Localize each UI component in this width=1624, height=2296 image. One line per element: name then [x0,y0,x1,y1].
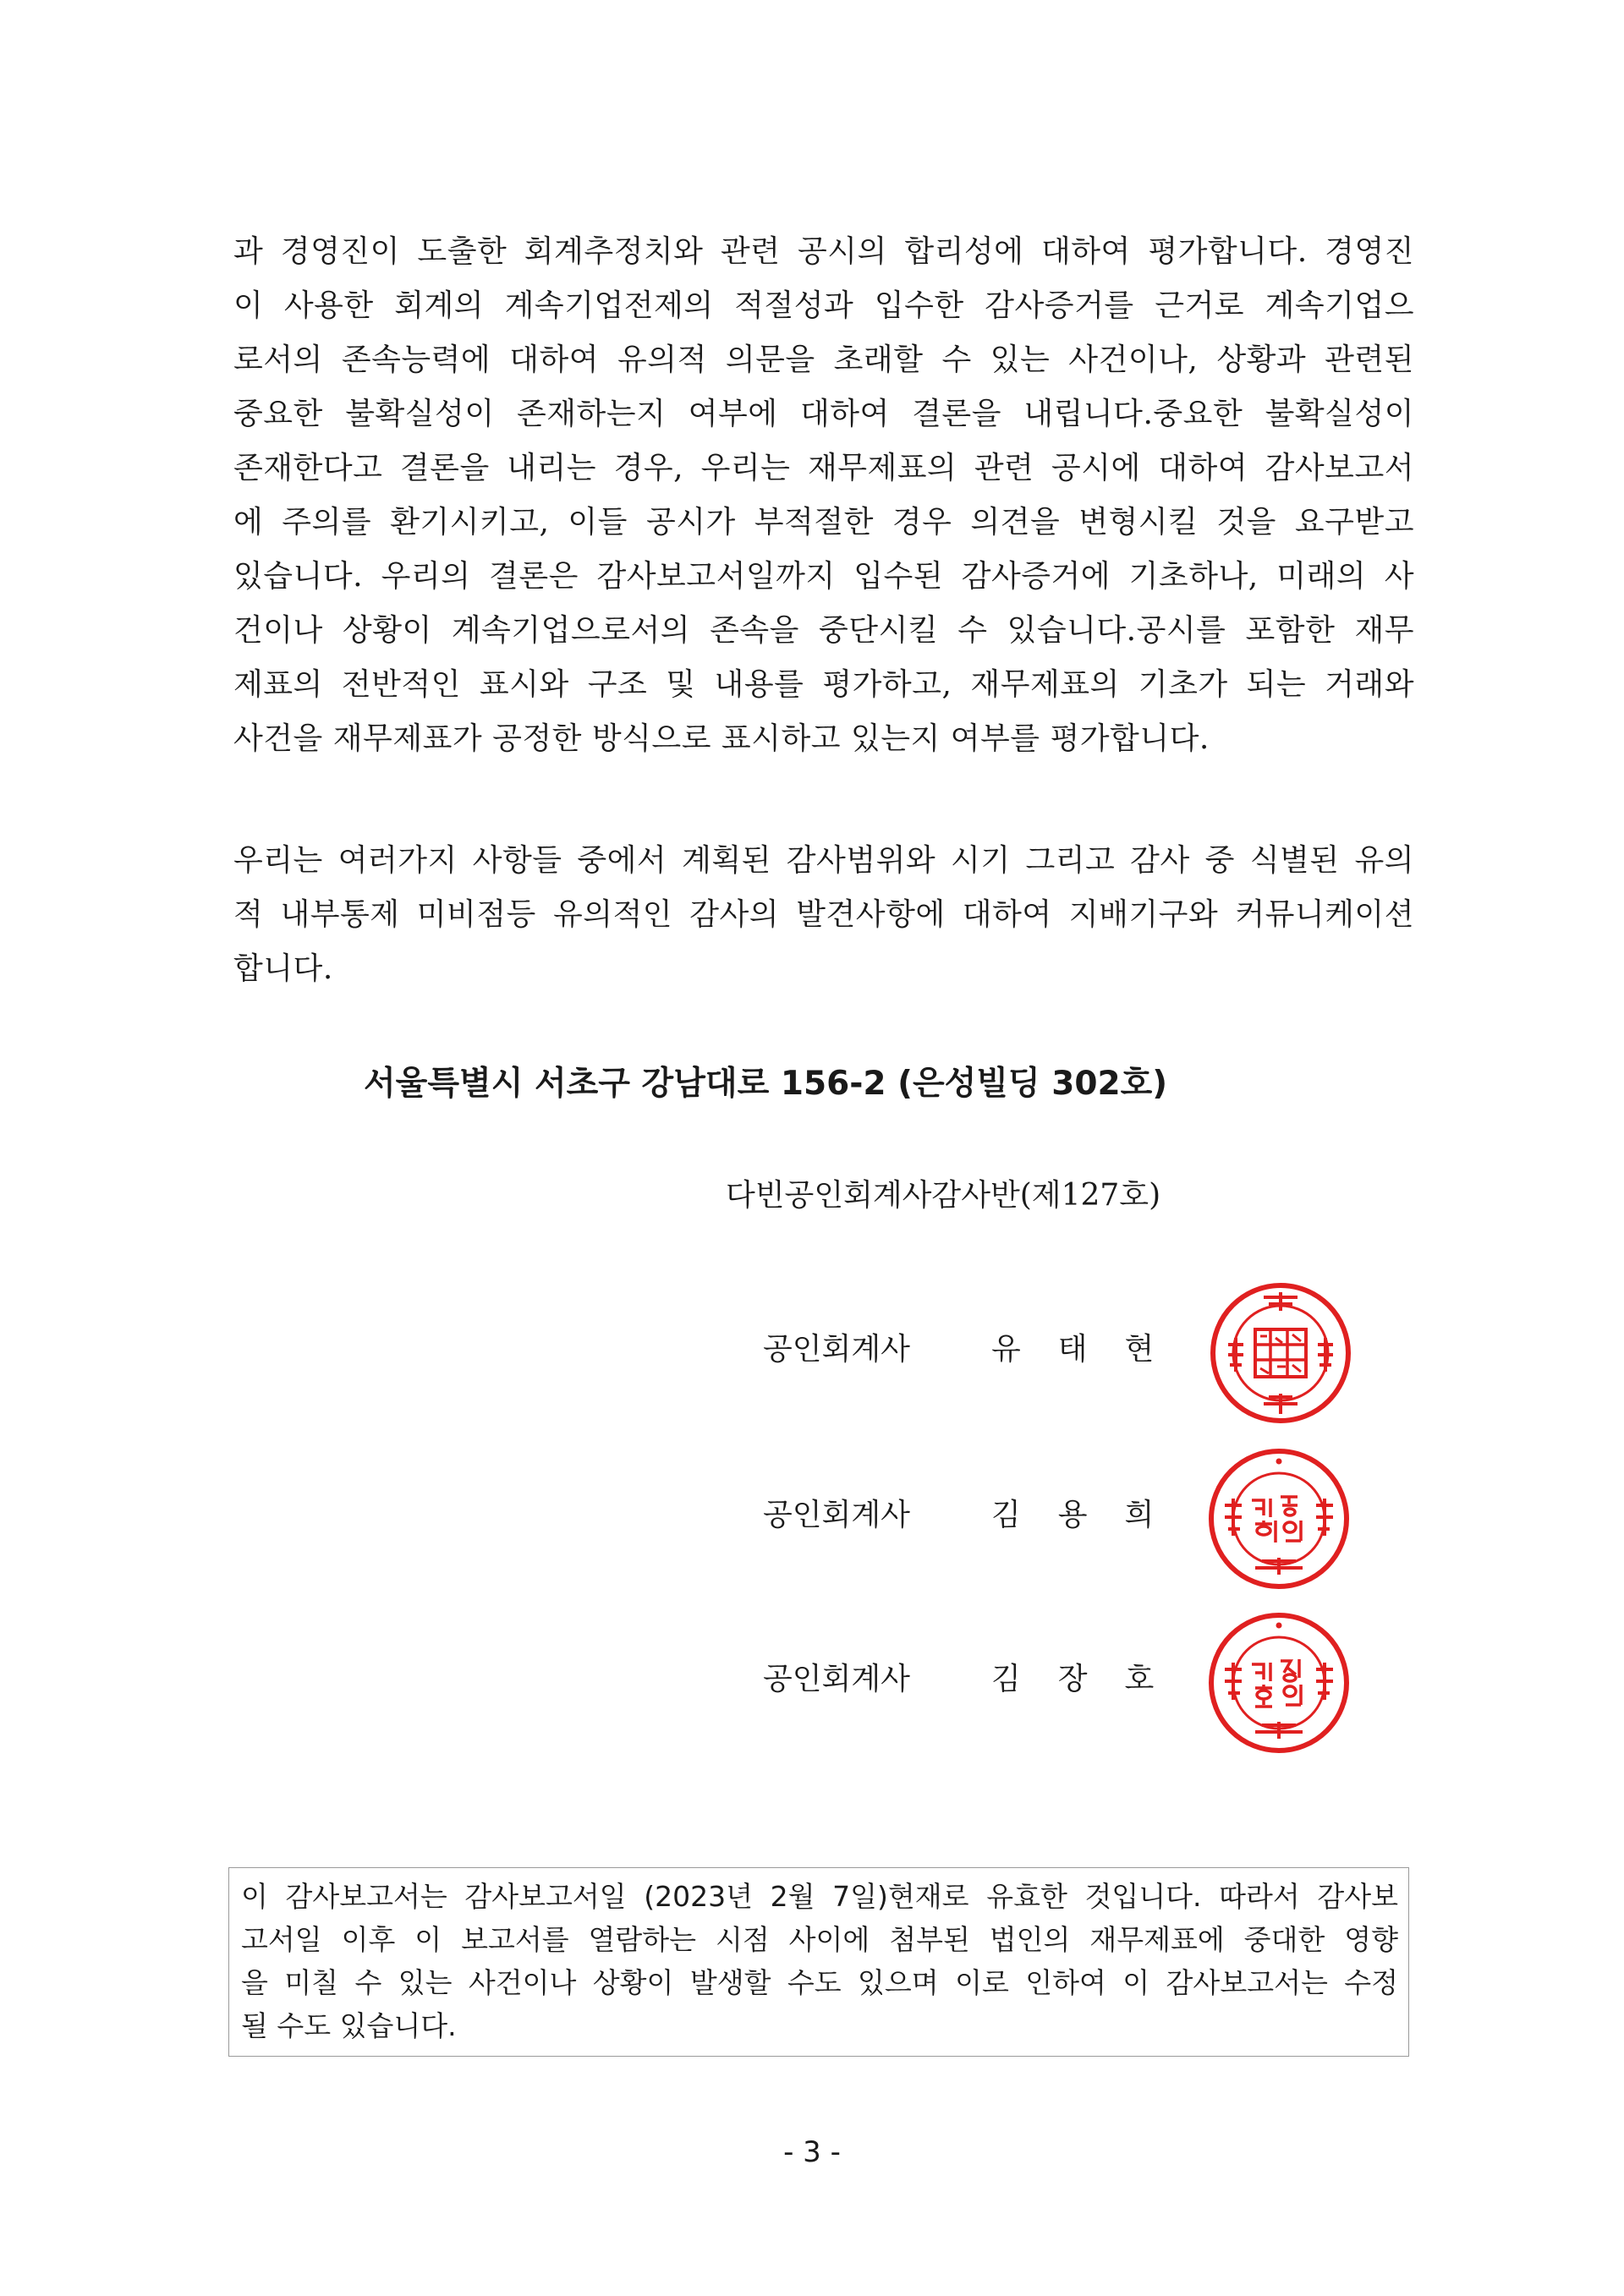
seal-stamp-icon [1203,1443,1355,1595]
body-line: 중요한 불확실성이 존재하는지 여부에 대하여 결론을 내립니다.중요한 불확실성이 [233,397,1414,431]
body-line: 이 사용한 회계의 계속기업전제의 적절성과 입수한 감사증거를 근거로 계속기업으 [233,288,1414,323]
firm-name: 다빈공인회계사감사반(제127호) [726,1178,1161,1213]
notice-line: 이 감사보고서는 감사보고서일 (2023년 2월 7일)현재로 유효한 것입니다. 따라서 감사보 [241,1880,1398,1913]
signer-name: 김장호 [991,1662,1192,1696]
firm-address: 서울특별시 서초구 강남대로 156-2 (은성빌딩 302호) [364,1065,1168,1103]
body-paragraph-2 [233,834,1414,996]
signer-role: 공인회계사 [763,1662,910,1696]
signer-role: 공인회계사 [763,1332,910,1367]
body-line: 로서의 존속능력에 대하여 유의적 의문을 초래할 수 있는 사건이나, 상황과 관련된 [233,342,1414,377]
seal-stamp-icon [1203,1607,1355,1759]
signer-name: 유태현 [991,1332,1192,1367]
body-line: 존재한다고 결론을 내리는 경우, 우리는 재무제표의 관련 공시에 대하여 감사보고서 [233,451,1414,485]
body-line: 과 경영진이 도출한 회계추정치와 관련 공시의 합리성에 대하여 평가합니다. 경영진 [233,234,1414,269]
body-line: 건이나 상황이 계속기업으로서의 존속을 중단시킬 수 있습니다.공시를 포함한 재무 [233,613,1414,648]
signer-name: 김용희 [991,1498,1192,1532]
body-line: 사건을 재무제표가 공정한 방식으로 표시하고 있는지 여부를 평가합니다. [233,721,1210,756]
notice-line: 고서일 이후 이 보고서를 열람하는 시점 사이에 첨부된 법인의 재무제표에 중대한 영향 [241,1923,1398,1956]
page-number: - 3 - [783,2135,841,2169]
body-line: 제표의 전반적인 표시와 구조 및 내용를 평가하고, 재무제표의 기초가 되는 거래와 [233,667,1414,702]
notice-line: 될 수도 있습니다. [241,2009,457,2042]
validity-notice-box [228,1867,1409,2057]
body-line: 있습니다. 우리의 결론은 감사보고서일까지 입수된 감사증거에 기초하나, 미래의 사 [233,559,1414,594]
notice-line: 을 미칠 수 있는 사건이나 상황이 발생할 수도 있으며 이로 인하여 이 감사보고서는 수정 [241,1966,1398,1999]
body-line: 적 내부통제 미비점등 유의적인 감사의 발견사항에 대하여 지배기구와 커뮤니케이션 [233,897,1414,932]
body-line: 합니다. [233,951,333,986]
signer-role: 공인회계사 [763,1498,910,1532]
body-line: 우리는 여러가지 사항들 중에서 계획된 감사범위와 시기 그리고 감사 중 식별된 유의 [233,843,1414,878]
seal-stamp-icon [1204,1277,1357,1429]
body-line: 에 주의를 환기시키고, 이들 공시가 부적절한 경우 의견을 변형시킬 것을 요구받고 [233,505,1414,540]
body-paragraph-1 [233,225,1414,766]
